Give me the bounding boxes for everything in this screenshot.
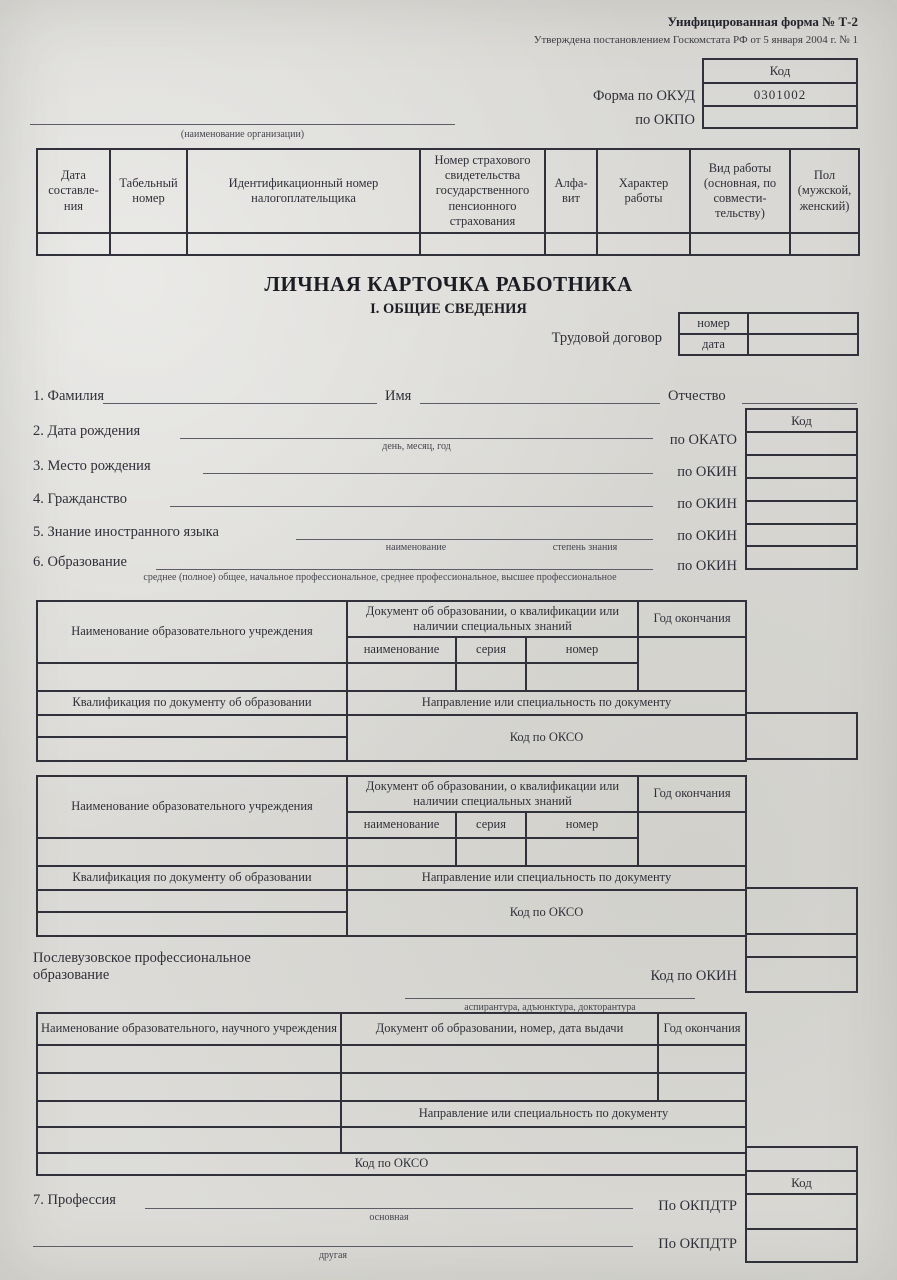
- unified-form-title: Унифицированная форма № Т-2: [667, 14, 858, 29]
- edu1-document-header: Документ об образовании, о квалификации или наличии специальных знаний: [347, 601, 638, 637]
- field-surname-label: 1. Фамилия: [33, 388, 104, 404]
- col-header-alphabet: Алфа-вит: [545, 149, 597, 233]
- okpo-value-cell: [702, 105, 858, 129]
- contract-date-cell: [748, 334, 858, 355]
- edu2-institution-header: Наименование образовательного учреждения: [37, 776, 347, 838]
- profession-main-line: [145, 1208, 633, 1209]
- okato-code-cell: [745, 431, 858, 456]
- okpdtr-code-cell-2: [745, 1228, 858, 1263]
- pg-okso-label: Код по ОКСО: [37, 1153, 746, 1175]
- contract-number-cell: [748, 313, 858, 334]
- section-title: I. ОБЩИЕ СВЕДЕНИЯ: [370, 301, 527, 317]
- code-box-header: Код: [702, 58, 858, 84]
- birthplace-input-line: [203, 473, 653, 474]
- col-header-sex: Пол (мужской, женский): [790, 149, 859, 233]
- pg-left-cell-1: [37, 1101, 341, 1127]
- profession-other-caption: другая: [318, 1250, 348, 1261]
- edu1-okso-label: Код по ОКСО: [347, 715, 746, 761]
- language-caption-level: степень знания: [552, 542, 618, 553]
- spare-code-cell: [745, 933, 858, 958]
- okud-value-cell: 0301002: [702, 82, 858, 107]
- edu2-number-cell: [526, 838, 638, 866]
- cell-work-type: [690, 233, 790, 255]
- pg-institution-cell-1: [37, 1045, 341, 1073]
- cell-inn: [187, 233, 420, 255]
- okpdtr-label-1: По ОКПДТР: [658, 1198, 737, 1214]
- contract-date-label: дата: [679, 334, 748, 355]
- edu2-year-cell: [638, 812, 746, 866]
- okin-label-education: по ОКИН: [677, 558, 737, 574]
- edu1-subheader-number: номер: [526, 637, 638, 663]
- field-birthplace-label: 3. Место рождения: [33, 458, 151, 474]
- edu2-qualification-cell-2: [37, 912, 347, 936]
- field-birthdate-label: 2. Дата рождения: [33, 423, 141, 439]
- edu2-institution-cell: [37, 838, 347, 866]
- education-input-line: [156, 569, 653, 570]
- pg-institution-cell-2: [37, 1073, 341, 1101]
- edu1-subheader-series: серия: [456, 637, 526, 663]
- code-column: [745, 408, 858, 570]
- edu1-series-cell: [456, 663, 526, 691]
- okpdtr-label-2: По ОКПДТР: [658, 1236, 737, 1252]
- pg-okso-code-cell: [745, 1146, 858, 1172]
- name-input-line: [420, 403, 660, 404]
- pg-left-cell-2: [37, 1127, 341, 1153]
- edu2-subheader-series: серия: [456, 812, 526, 838]
- col-header-work-nature: Характер работы: [597, 149, 690, 233]
- education-caption: среднее (полное) общее, начальное профессиональное, среднее профессиональное, высшее профессиональное: [143, 572, 617, 583]
- edu1-okso-code-box: [745, 712, 858, 760]
- cell-pension-insurance: [420, 233, 545, 255]
- right-code-boxes-middle: [745, 887, 858, 993]
- postgrad-caption: аспирантура, адъюнктура, докторантура: [464, 1002, 636, 1013]
- employee-info-table: [36, 148, 860, 256]
- okpdtr-code-cell-1: [745, 1193, 858, 1230]
- edu1-year-header: Год окончания: [638, 601, 746, 637]
- edu2-okso-label: Код по ОКСО: [347, 890, 746, 936]
- pg-year-cell-2: [658, 1073, 746, 1101]
- edu2-document-header: Документ об образовании, о квалификации или наличии специальных знаний: [347, 776, 638, 812]
- edu1-institution-cell: [37, 663, 347, 691]
- profession-other-line: [33, 1246, 633, 1247]
- edu1-qualification-cell-2: [37, 737, 347, 761]
- edu2-docname-cell: [347, 838, 456, 866]
- edu1-subheader-name: наименование: [347, 637, 456, 663]
- edu1-speciality-header: Направление или специальность по документу: [347, 691, 746, 715]
- labor-contract-box: [678, 312, 859, 356]
- pg-institution-header: Наименование образовательного, научного учреждения: [37, 1013, 341, 1045]
- pg-document-cell-2: [341, 1073, 658, 1101]
- code-column-header: Код: [745, 408, 858, 433]
- field-language-label: 5. Знание иностранного языка: [33, 524, 219, 540]
- field-citizenship-label: 4. Гражданство: [33, 491, 128, 507]
- language-input-line: [296, 539, 653, 540]
- edu2-year-header: Год окончания: [638, 776, 746, 812]
- cell-alphabet: [545, 233, 597, 255]
- col-header-inn: Идентификационный номер налогоплательщика: [187, 149, 420, 233]
- okpo-label: по ОКПО: [635, 112, 695, 128]
- okin-label-birthplace: по ОКИН: [677, 464, 737, 480]
- edu1-qualification-header: Квалификация по документу об образовании: [37, 691, 347, 715]
- education-table-2: [36, 775, 747, 937]
- edu2-subheader-name: наименование: [347, 812, 456, 838]
- col-header-pension-insurance: Номер страхового свидетельства государственного пенсионного страхования: [420, 149, 545, 233]
- col-header-personnel-number: Табельный номер: [110, 149, 187, 233]
- okud-code-box: [702, 58, 858, 129]
- org-name-line: [30, 124, 455, 125]
- approval-note: Утверждена постановлением Госкомстата РФ от 5 января 2004 г. № 1: [533, 34, 858, 46]
- org-name-caption: (наименование организации): [180, 129, 305, 140]
- pg-year-cell-1: [658, 1045, 746, 1073]
- col-header-compile-date: Дата составле-ния: [37, 149, 110, 233]
- birthdate-caption: день, месяц, год: [382, 441, 451, 452]
- edu2-qualification-header: Квалификация по документу об образовании: [37, 866, 347, 890]
- edu1-number-cell: [526, 663, 638, 691]
- cell-personnel-number: [110, 233, 187, 255]
- edu1-year-cell: [638, 637, 746, 691]
- field-profession-label: 7. Профессия: [33, 1192, 116, 1208]
- field-education-label: 6. Образование: [33, 554, 127, 570]
- pg-speciality-cell: [341, 1127, 746, 1153]
- pg-year-header: Год окончания: [658, 1013, 746, 1045]
- edu1-institution-header: Наименование образовательного учреждения: [37, 601, 347, 663]
- cell-work-nature: [597, 233, 690, 255]
- pg-speciality-header: Направление или специальность по документу: [341, 1101, 746, 1127]
- postgrad-input-line: [405, 998, 695, 999]
- surname-input-line: [103, 403, 377, 404]
- col-header-work-type: Вид работы (основная, по совмести-тельству): [690, 149, 790, 233]
- okin-label-citizenship: по ОКИН: [677, 496, 737, 512]
- profession-main-caption: основная: [369, 1212, 409, 1223]
- education-table-1: [36, 600, 747, 762]
- cell-sex: [790, 233, 859, 255]
- edu1-qualification-cell-1: [37, 715, 347, 737]
- okato-label: по ОКАТО: [669, 432, 737, 448]
- bottom-code-header: Код: [745, 1170, 858, 1195]
- pg-document-header: Документ об образовании, номер, дата выдачи: [341, 1013, 658, 1045]
- okin-label-language: по ОКИН: [677, 528, 737, 544]
- page-title: ЛИЧНАЯ КАРТОЧКА РАБОТНИКА: [264, 272, 633, 296]
- edu2-series-cell: [456, 838, 526, 866]
- edu1-docname-cell: [347, 663, 456, 691]
- okin-code-cell-1: [745, 454, 858, 479]
- edu1-okso-code-cell: [745, 712, 858, 760]
- labor-contract-label: Трудовой договор: [551, 330, 662, 346]
- okin-code-cell-3: [745, 500, 858, 525]
- okud-label: Форма по ОКУД: [592, 88, 695, 104]
- field-patronymic-label: Отчество: [668, 388, 726, 404]
- edu2-speciality-header: Направление или специальность по документу: [347, 866, 746, 890]
- edu2-subheader-number: номер: [526, 812, 638, 838]
- contract-number-label: номер: [679, 313, 748, 334]
- birthdate-input-line: [180, 438, 653, 439]
- postgrad-label: Послевузовское профессиональное образование: [33, 950, 251, 983]
- right-code-boxes-bottom: [745, 1146, 858, 1263]
- language-caption-name: наименование: [385, 542, 447, 553]
- okin-code-cell-5: [745, 545, 858, 570]
- cell-compile-date: [37, 233, 110, 255]
- postgrad-table: [36, 1012, 747, 1176]
- patronymic-input-line: [742, 403, 857, 404]
- postgrad-okin-code-cell: [745, 956, 858, 993]
- okin-code-cell-2: [745, 477, 858, 502]
- edu2-qualification-cell-1: [37, 890, 347, 912]
- postgrad-okin-label: Код по ОКИН: [650, 968, 737, 984]
- field-name-label: Имя: [385, 388, 412, 404]
- pg-document-cell-1: [341, 1045, 658, 1073]
- citizenship-input-line: [170, 506, 653, 507]
- edu2-okso-code-cell: [745, 887, 858, 935]
- okin-code-cell-4: [745, 523, 858, 547]
